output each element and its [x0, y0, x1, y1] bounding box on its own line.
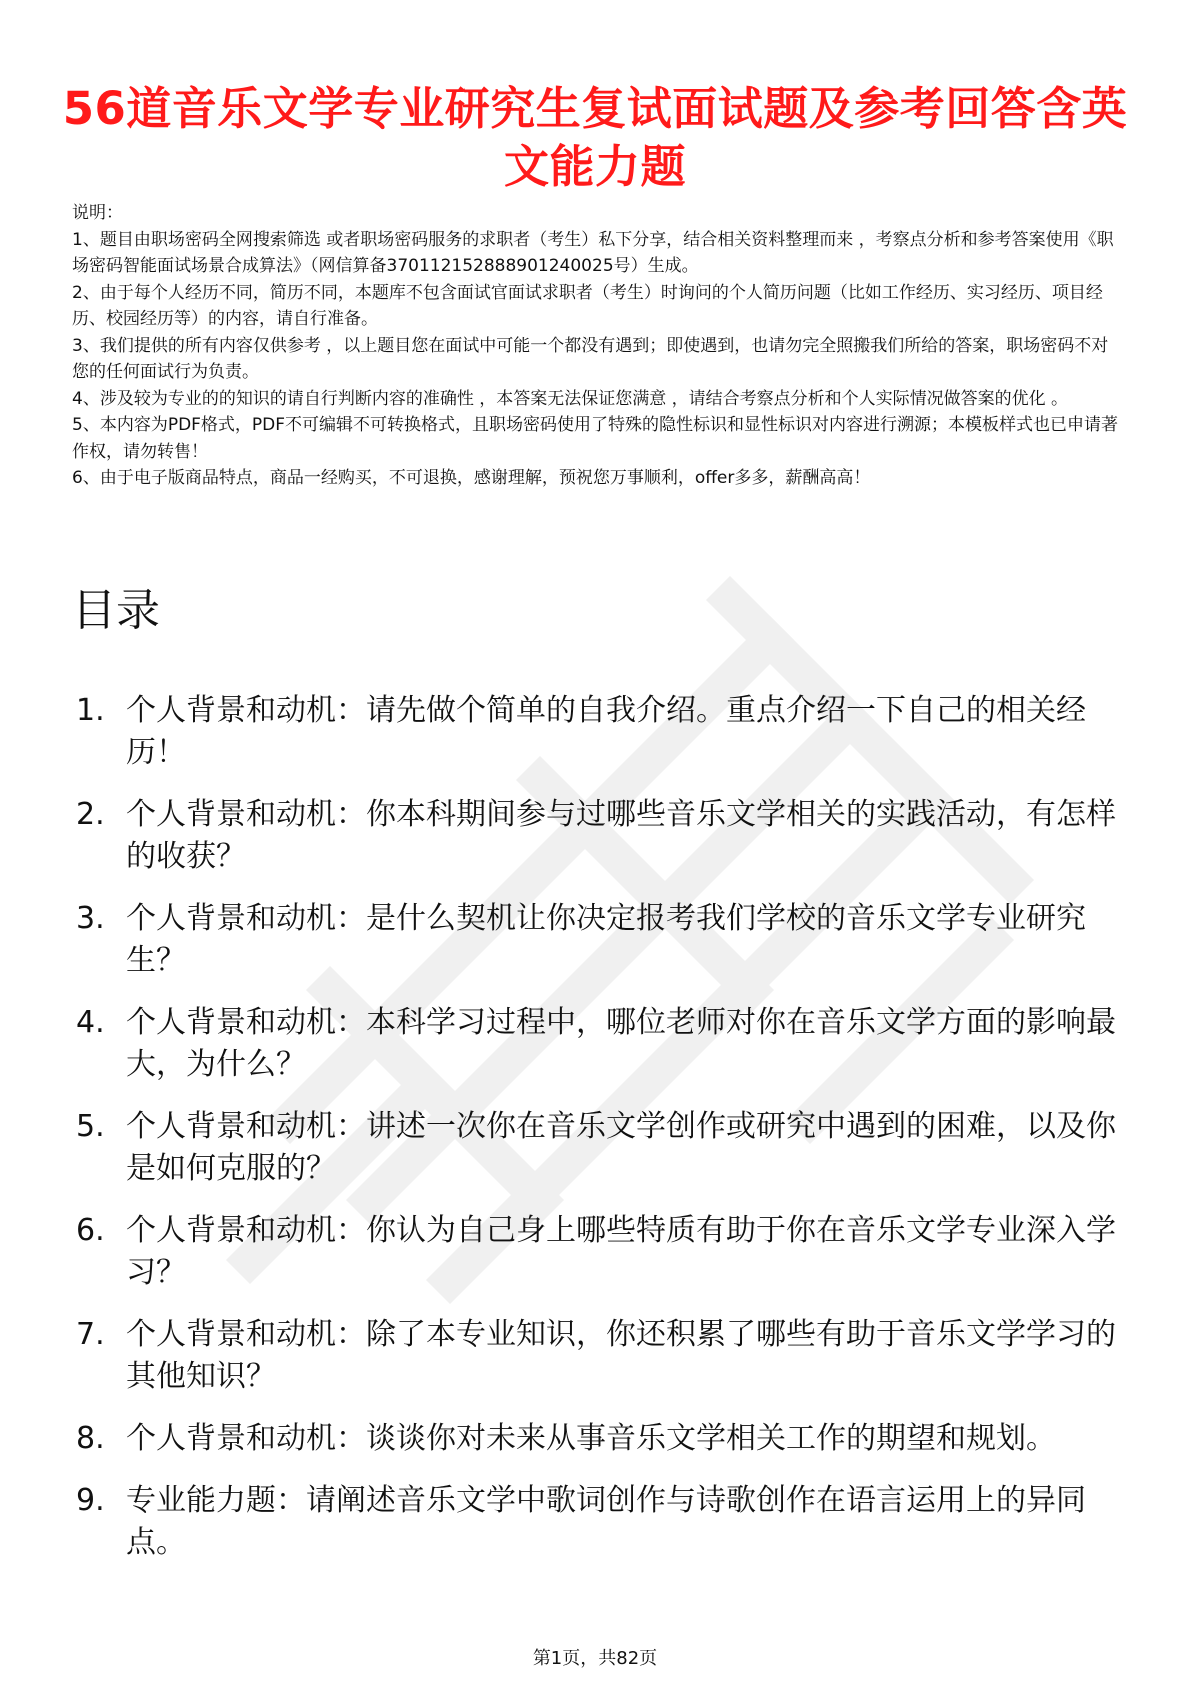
toc-item-text: 专业能力题：请阐述音乐文学中歌词创作与诗歌创作在语言运用上的异同点。 — [126, 1483, 1086, 1560]
toc-item-number: 3. — [76, 901, 105, 936]
toc-item-number: 2. — [76, 797, 105, 832]
toc-item-number: 8. — [76, 1421, 105, 1456]
toc-item[interactable] — [72, 794, 1132, 878]
toc-item[interactable] — [72, 690, 1132, 774]
toc-item-text: 个人背景和动机：你认为自己身上哪些特质有助于你在音乐文学专业深入学习？ — [126, 1213, 1116, 1290]
notes-section — [72, 200, 1122, 492]
toc-item-text: 个人背景和动机：讲述一次你在音乐文学创作或研究中遇到的困难，以及你是如何克服的？ — [126, 1109, 1116, 1186]
toc-item-number: 5. — [76, 1109, 105, 1144]
document-title: 56道音乐文学专业研究生复试面试题及参考回答含英文能力题 — [62, 82, 1128, 194]
toc-item-text: 个人背景和动机：是什么契机让你决定报考我们学校的音乐文学专业研究生？ — [126, 901, 1086, 978]
notes-item: 1、题目由职场密码全网搜索筛选 或者职场密码服务的求职者（考生）私下分享，结合相关资料整理而来 ，考察点分析和参考答案使用《职场密码智能面试场景合成算法》（网信算备370112152888901240025号）生成。 — [72, 229, 1114, 276]
notes-item: 6、由于电子版商品特点，商品一经购买，不可退换，感谢理解，预祝您万事顺利，offer多多，薪酬高高！ — [72, 468, 871, 488]
toc-heading: 目录 — [72, 585, 160, 636]
toc-item-text: 个人背景和动机：除了本专业知识，你还积累了哪些有助于音乐文学学习的其他知识？ — [126, 1317, 1116, 1394]
toc-item-text: 个人背景和动机：本科学习过程中，哪位老师对你在音乐文学方面的影响最大，为什么？ — [126, 1005, 1116, 1082]
toc-item-text: 个人背景和动机：请先做个简单的自我介绍。重点介绍一下自己的相关经历！ — [126, 693, 1086, 770]
notes-item: 4、涉及较为专业的的知识的请自行判断内容的准确性 ，本答案无法保证您满意 ，请结合考察点分析和个人实际情况做答案的优化 。 — [72, 388, 1069, 409]
toc-item-number: 4. — [76, 1005, 105, 1040]
toc-item[interactable] — [72, 898, 1132, 982]
toc-item[interactable] — [72, 1314, 1132, 1398]
notes-item: 3、我们提供的所有内容仅供参考 ，以上题目您在面试中可能一个都没有遇到；即使遇到，也请勿完全照搬我们所给的答案，职场密码不对您的任何面试行为负责。 — [72, 335, 1109, 382]
toc-item[interactable] — [72, 1210, 1132, 1294]
notes-item: 5、本内容为PDF格式，PDF不可编辑不可转换格式，且职场密码使用了特殊的隐性标识和显性标识对内容进行溯源；本模板样式也已申请著作权，请勿转售！ — [72, 415, 1119, 462]
toc-item[interactable] — [72, 1002, 1132, 1086]
toc-item-number: 6. — [76, 1213, 105, 1248]
toc-item-text: 个人背景和动机：谈谈你对未来从事音乐文学相关工作的期望和规划。 — [126, 1421, 1056, 1456]
toc-item-number: 9. — [76, 1483, 105, 1518]
toc-item[interactable] — [72, 1106, 1132, 1190]
toc-list — [72, 690, 1132, 1584]
toc-item-text: 个人背景和动机：你本科期间参与过哪些音乐文学相关的实践活动，有怎样的收获？ — [126, 797, 1116, 874]
toc-item[interactable] — [72, 1480, 1132, 1564]
toc-item[interactable] — [72, 1418, 1132, 1460]
toc-item-number: 1. — [76, 693, 105, 728]
page-number: 第1页，共82页 — [532, 1648, 658, 1669]
notes-item: 2、由于每个人经历不同，简历不同，本题库不包含面试官面试求职者（考生）时询问的个人简历问题（比如工作经历、实习经历、项目经历、校园经历等）的内容，请自行准备。 — [72, 282, 1103, 329]
notes-heading: 说明： — [72, 203, 123, 223]
toc-item-number: 7. — [76, 1317, 105, 1352]
